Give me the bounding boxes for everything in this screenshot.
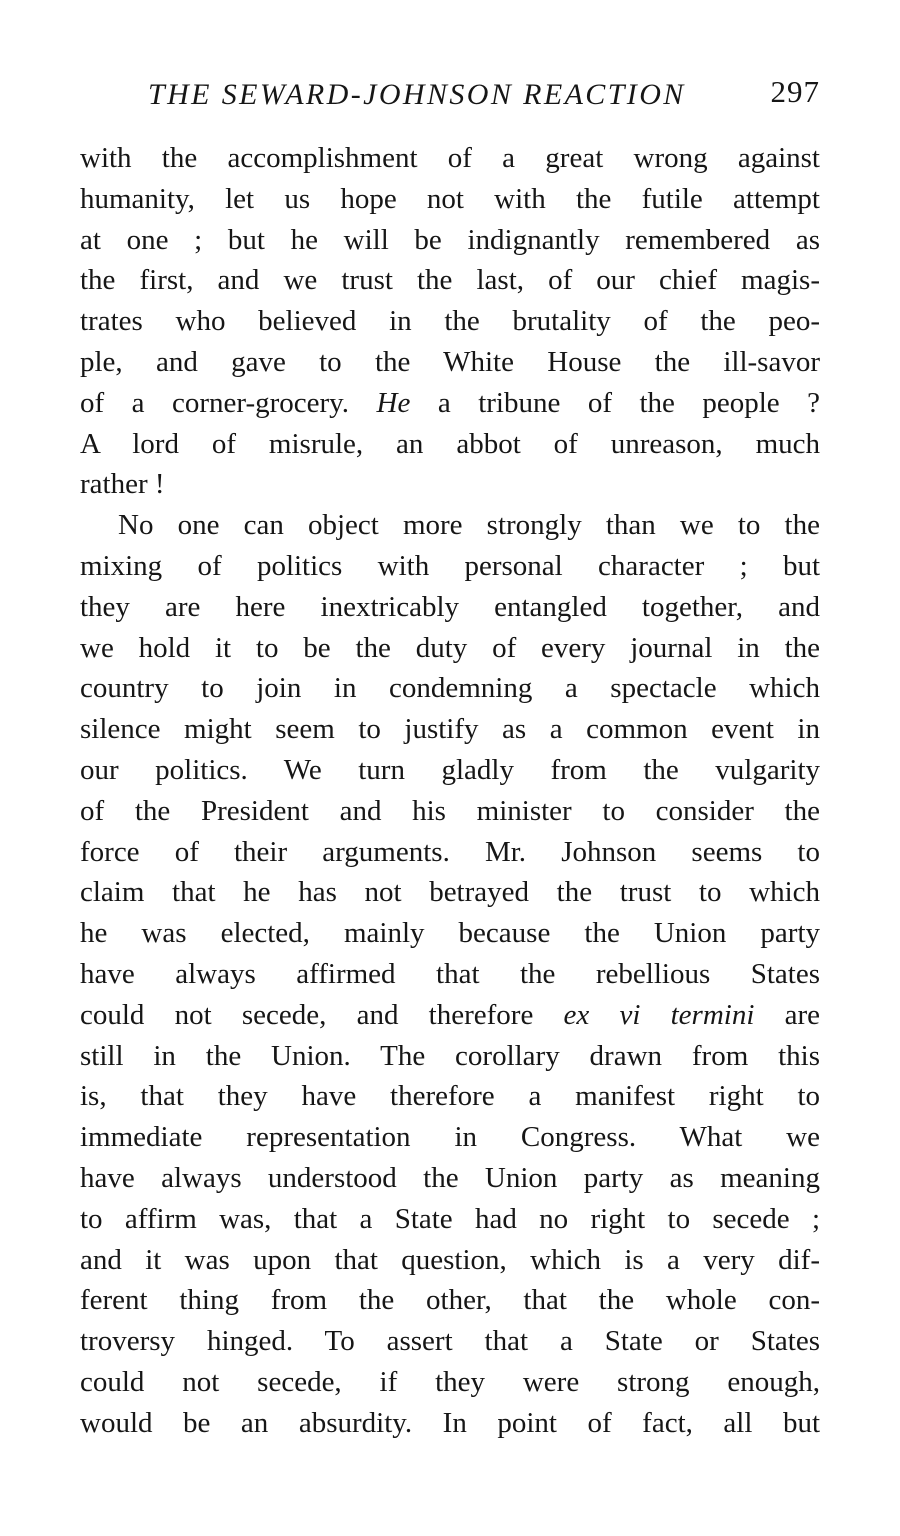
text-line: mixing of politics with personal character ; but — [80, 549, 820, 582]
text-line: have always understood the Union party as meaning — [80, 1161, 820, 1194]
text-line — [80, 995, 820, 1036]
text-line: is, that they have therefore a manifest right to — [80, 1080, 820, 1113]
body-text — [80, 138, 820, 1444]
text-line: troversy hinged. To assert that a State or States — [80, 1325, 820, 1358]
text-line: our politics. We turn gladly from the vulgarity — [80, 753, 820, 786]
text-line: claim that he has not betrayed the trust to which — [80, 876, 820, 909]
page-header — [80, 74, 820, 120]
text-line: they are here inextricably entangled together, and — [80, 590, 820, 623]
text-line: he was elected, mainly because the Union party — [80, 917, 820, 950]
italic-word: He — [376, 386, 411, 419]
text-line — [80, 383, 820, 424]
italic-phrase: ex vi termini — [563, 998, 755, 1031]
text-line: to affirm was, that a State had no right to secede ; — [80, 1202, 820, 1235]
paragraph-start-line: No one can object more strongly than we to the — [118, 509, 820, 542]
text-line: ferent thing from the other, that the whole con- — [80, 1284, 820, 1317]
text-line: the first, and we trust the last, of our chief magis- — [80, 264, 820, 297]
running-head: THE SEWARD-JOHNSON REACTION — [148, 78, 686, 111]
text-line: immediate representation in Congress. What we — [80, 1121, 820, 1154]
page-number: 297 — [770, 74, 820, 109]
text-segment: could not secede, and therefore — [80, 998, 534, 1031]
text-line: A lord of misrule, an abbot of unreason, much — [80, 427, 820, 460]
text-line: trates who believed in the brutality of the peo- — [80, 305, 820, 338]
text-line: we hold it to be the duty of every journal in the — [80, 631, 820, 664]
text-line: at one ; but he will be indignantly remembered as — [80, 223, 820, 256]
text-line: country to join in condemning a spectacle which — [80, 672, 820, 705]
text-line: and it was upon that question, which is a very dif- — [80, 1243, 820, 1276]
text-line: force of their arguments. Mr. Johnson seems to — [80, 835, 820, 868]
text-line: humanity, let us hope not with the futile attempt — [80, 182, 820, 215]
text-line: still in the Union. The corollary drawn from this — [80, 1039, 820, 1072]
text-line: would be an absurdity. In point of fact, all but — [80, 1406, 820, 1439]
text-line: ple, and gave to the White House the ill-savor — [80, 345, 820, 378]
text-segment: of a corner-grocery. — [80, 386, 350, 419]
text-line: rather ! — [80, 468, 165, 501]
text-segment: a tribune of the people ? — [437, 386, 821, 419]
book-page — [80, 74, 820, 1444]
text-line: have always affirmed that the rebellious States — [80, 957, 820, 990]
text-segment: are — [784, 998, 820, 1031]
text-line: with the accomplishment of a great wrong against — [80, 142, 820, 174]
text-line: silence might seem to justify as a common event in — [80, 713, 820, 746]
text-line: of the President and his minister to consider the — [80, 794, 820, 827]
text-line: could not secede, if they were strong enough, — [80, 1365, 820, 1398]
